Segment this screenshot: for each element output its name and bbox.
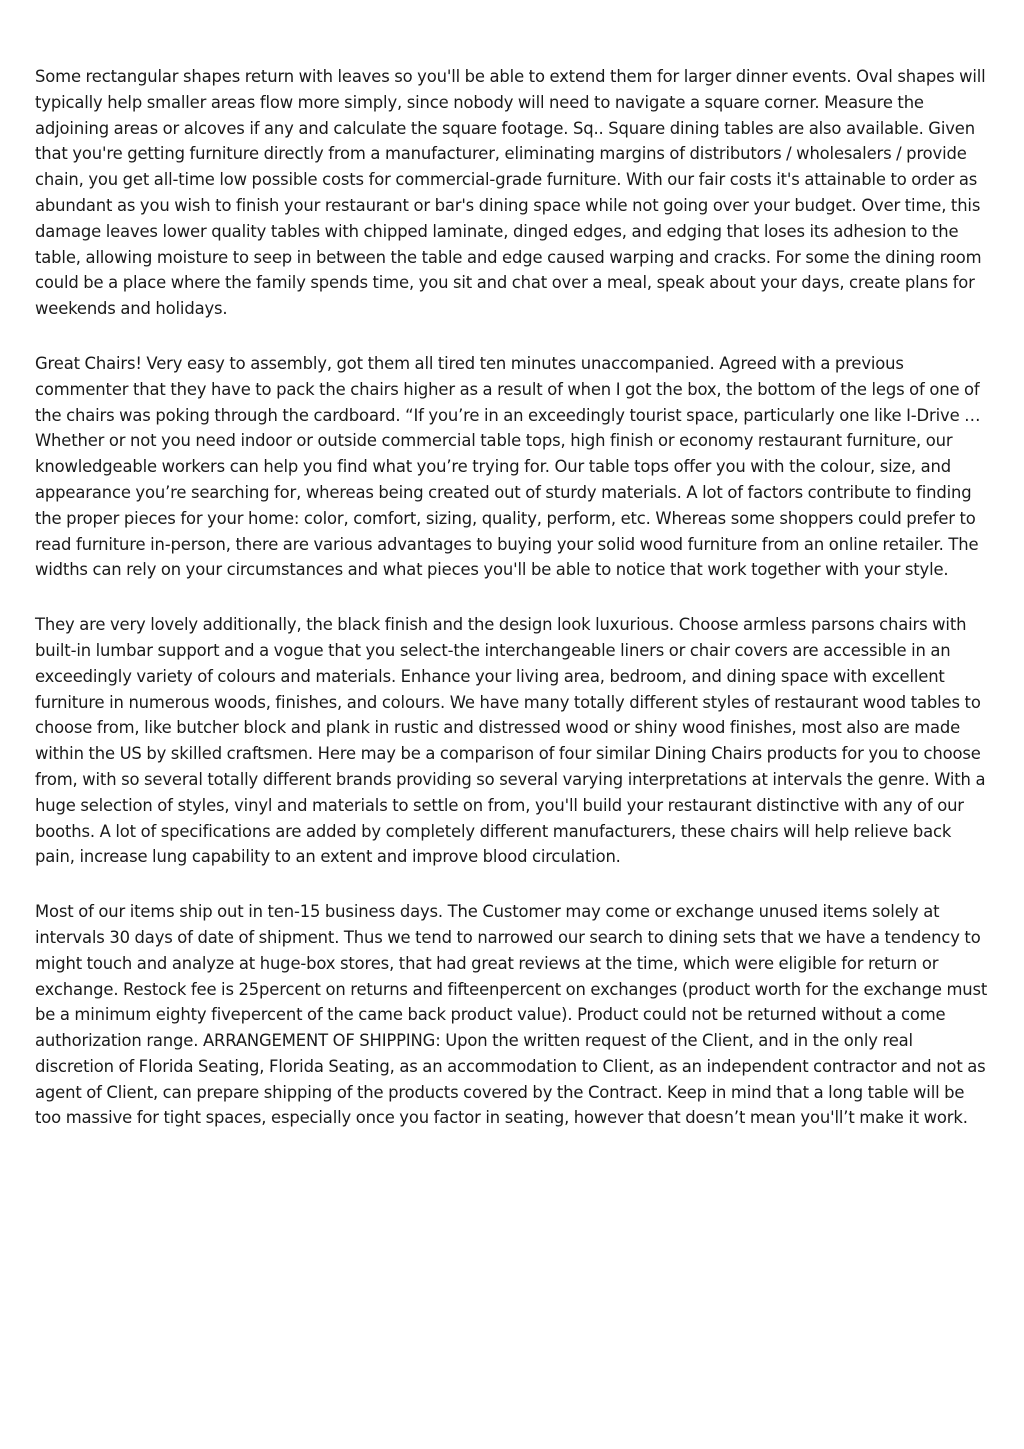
paragraph: Great Chairs! Very easy to assembly, got them all tired ten minutes unaccompanied. Agreed with a previous commenter that they have to pack the chairs higher as a result of when I got the box, the bottom of the legs of one of the chairs was poking through the cardboard. “If you’re in an exceedingly tourist space, particularly one like I-Drive … Whether or not you need indoor or outside commercial table tops, high finish or economy restaurant furniture, our knowledgeable workers can help you find what you’re trying for. Our table tops offer you with the colour, size, and appearance you’re searching for, whereas being created out of sturdy materials. A lot of factors contribute to finding the proper pieces for your home: color, comfort, sizing, quality, perform, etc. Whereas some shoppers could prefer to read furniture in-person, there are various advantages to buying your solid wood furniture from an online retailer. The widths can rely on your circumstances and what pieces you'll be able to notice that work together with your style. — [35, 353, 981, 580]
paragraph: They are very lovely additionally, the black finish and the design look luxurious. Choose armless parsons chairs with built-in lumbar support and a vogue that you select-the interchangeable liners or chair covers are accessible in an exceedingly variety of colours and materials. Enhance your living area, bedroom, and dining space with excellent furniture in numerous woods, finishes, and colours. We have many totally different styles of restaurant wood tables to choose from, like butcher block and plank in rustic and distressed wood or shiny wood finishes, most also are made within the US by skilled craftsmen. Here may be a comparison of four similar Dining Chairs products for you to choose from, with so several totally different brands providing so several varying interpretations at intervals the genre. With a huge selection of styles, vinyl and materials to settle on from, you'll build your restaurant distinctive with any of our booths. A lot of specifications are added by completely different manufacturers, these chairs will help relieve back pain, increase lung capability to an extent and improve blood circulation. — [35, 615, 986, 867]
paragraph: Some rectangular shapes return with leaves so you'll be able to extend them for larger dinner events. Oval shapes will typically help smaller areas flow more simply, since nobody will need to navigate a square corner. Measure the adjoining areas or alcoves if any and calculate the square footage. Sq.. Square dining tables are also available. Given that you're getting furniture directly from a manufacturer, eliminating margins of distributors / wholesalers / provide chain, you get all-time low possible costs for commercial-grade furniture. With our fair costs it's attainable to order as abundant as you wish to finish your restaurant or bar's dining space while not going over your budget. Over time, this damage leaves lower quality tables with chipped laminate, dinged edges, and edging that loses its adhesion to the table, allowing moisture to seep in between the table and edge caused warping and cracks. For some the dining room could be a place where the family spends time, you sit and chat over a meal, speak about your days, create plans for weekends and holidays. — [35, 67, 986, 319]
paragraph: Most of our items ship out in ten-15 business days. The Customer may come or exchange unused items solely at intervals 30 days of date of shipment. Thus we tend to narrowed our search to dining sets that we have a tendency to might touch and analyze at huge-box stores, that had great reviews at the time, which were eligible for return or exchange. Restock fee is 25percent on returns and fifteenpercent on exchanges (product worth for the exchange must be a minimum eighty fivepercent of the came back product value). Product could not be returned without a come authorization range. ARRANGEMENT OF SHIPPING: Upon the written request of the Client, and in the only real discretion of Florida Seating, Florida Seating, as an accommodation to Client, as an independent contractor and not as agent of Client, can prepare shipping of the products covered by the Contract. Keep in mind that a long table will be too massive for tight spaces, especially once you factor in seating, however that doesn’t mean you'll’t make it work. — [35, 902, 988, 1128]
document-body — [35, 64, 995, 1160]
